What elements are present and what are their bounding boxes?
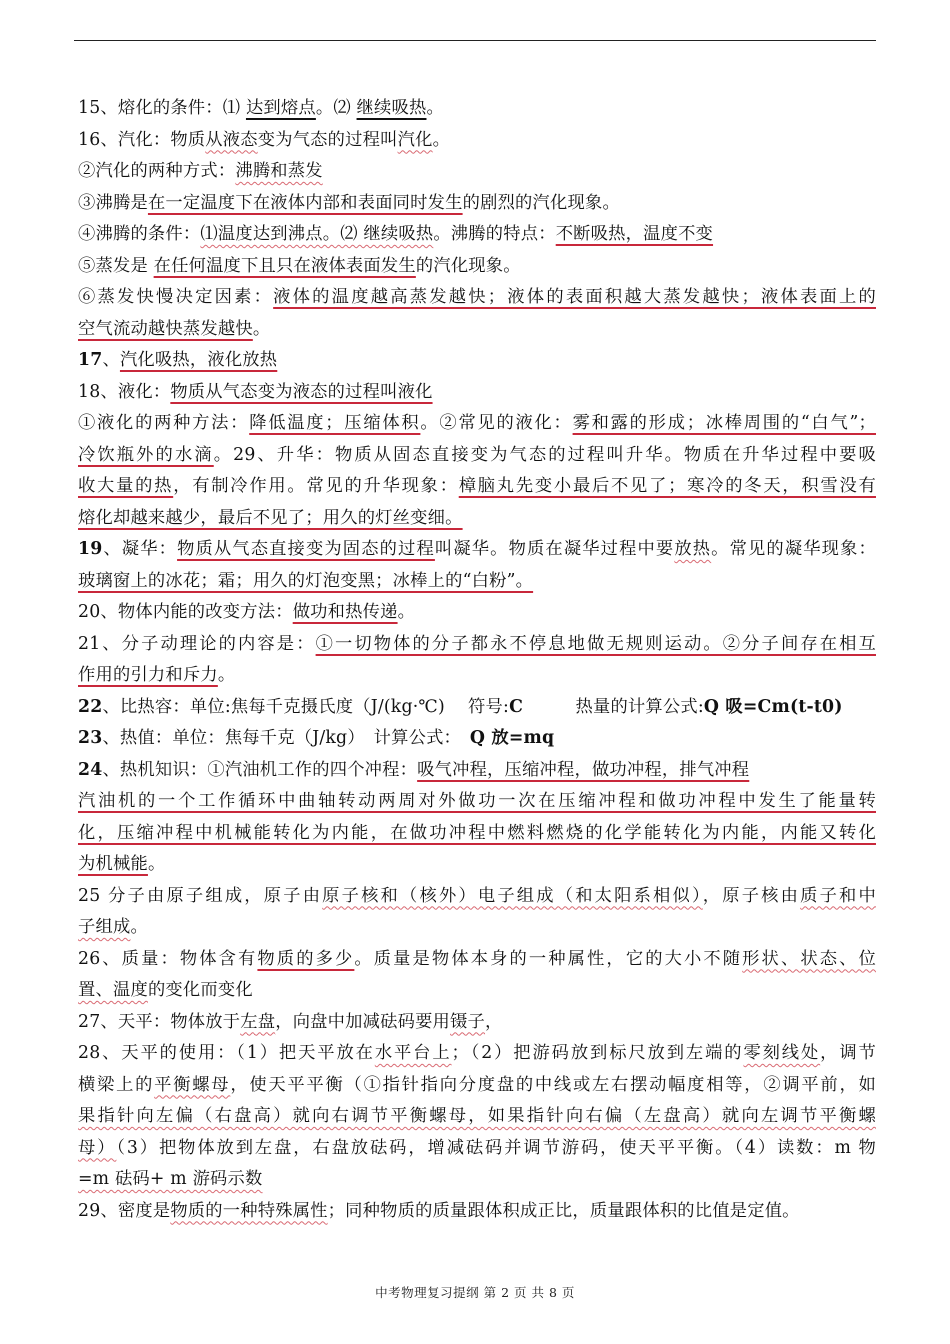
text-line: [78, 534, 876, 566]
text-span: ，有制冷作用。常见的升华现象：: [173, 476, 459, 496]
text-span: 。②常见的液化：: [420, 413, 573, 433]
highlighted-text: Q 放=mq: [469, 728, 555, 748]
highlighted-text: 降低温度；压缩体积: [249, 413, 421, 433]
text-line: [78, 471, 876, 503]
highlighted-text: 形状、状态、位: [742, 948, 876, 969]
highlighted-text: C: [509, 696, 524, 717]
text-line: [78, 282, 876, 314]
text-line: [78, 1164, 876, 1196]
text-span: 的汽化现象。: [415, 255, 521, 276]
text-line: [78, 251, 876, 283]
text-line: [78, 1038, 876, 1070]
text-span: ，: [485, 1011, 503, 1032]
highlighted-text: 汽化吸热，液化放热: [119, 350, 278, 370]
highlighted-text: 做功和热传递: [292, 602, 398, 622]
highlighted-text: 零刻线处: [743, 1043, 821, 1063]
text-line: [78, 440, 876, 472]
highlighted-text: 从液态: [205, 129, 258, 150]
highlighted-text: 物质的一种特殊属性: [170, 1200, 328, 1221]
text-span: ③沸腾是: [78, 192, 148, 213]
text-line: [78, 408, 876, 440]
highlighted-text: 玻璃窗上的冰花；霜；用久的灯泡变黑；冰棒上的“白粉”。: [78, 570, 534, 591]
highlighted-text: =m 砝码+ m 游码示数: [78, 1169, 263, 1189]
highlighted-text: 在一定温度下在液体内部和表面同时发生: [147, 192, 463, 213]
text-line: [78, 345, 876, 377]
text-span: 。沸腾的特点：: [433, 224, 556, 244]
highlighted-text: 母）: [78, 1137, 117, 1158]
text-span: （3）把物体放到左盘，右盘放砝码，增减砝码并调节游码，使天平平衡。（4）读数：m 物: [116, 1137, 876, 1158]
text-span: 28、天平的使用：（1）把天平放在: [78, 1043, 375, 1063]
highlighted-text: 子组成: [78, 917, 131, 937]
document-body: [78, 93, 876, 1227]
text-line: [78, 692, 876, 724]
text-span: 。: [432, 129, 451, 150]
text-line: [78, 503, 876, 535]
highlighted-text: 平衡螺母: [154, 1074, 231, 1095]
text-line: [78, 818, 876, 850]
text-line: [78, 566, 876, 598]
text-span: 21、分子动理论的内容是：: [78, 633, 316, 654]
text-line: [78, 849, 876, 881]
text-line: [78, 1007, 876, 1039]
text-span: 叫凝华。物质在凝华过程中要: [434, 539, 675, 559]
text-span: ，使天平平衡（①指针指向分度盘的中线或左右摆动幅度相等，②调平前，如: [230, 1074, 876, 1095]
text-span: 18、液化：: [78, 381, 171, 402]
highlighted-text: 质子和中: [800, 885, 876, 906]
highlighted-text: 作用的引力和斥力: [78, 665, 218, 685]
text-line: [78, 944, 876, 976]
highlighted-text: 空气流动越快蒸发越快: [78, 318, 253, 339]
highlighted-text: 在任何温度下且只在液体表面发生: [153, 255, 416, 276]
highlighted-text: 沸腾和蒸发: [235, 161, 323, 181]
text-line: [78, 219, 876, 251]
text-span: 的变化而变化: [147, 980, 253, 1000]
text-span: ①液化的两种方法：: [78, 413, 250, 433]
highlighted-text: 液体的温度越高蒸发越快；液体的表面积越大蒸发越快；液体表面上的: [273, 287, 876, 307]
text-span: 。29、升华：物质从固态直接变为气态的过程叫升华。物质在升华过程中要吸: [213, 444, 876, 465]
highlighted-text: 23: [78, 728, 103, 748]
text-span: 27、天平：物体放于: [78, 1011, 241, 1032]
highlighted-text: 吸气冲程，压缩冲程，做功冲程，排气冲程: [417, 759, 750, 780]
text-line: [78, 881, 876, 913]
text-line: [78, 786, 876, 818]
highlighted-text: 22: [78, 696, 103, 717]
highlighted-text: 17: [78, 350, 103, 370]
text-line: [78, 1070, 876, 1102]
text-line: [78, 723, 876, 755]
highlighted-text: 镊子: [450, 1011, 486, 1032]
highlighted-text: 雾和露的形成；冰棒周围的“白气”；: [572, 413, 876, 433]
text-span: 变为气态的过程叫: [257, 129, 398, 150]
text-span: 25 分子由原子组成，原子由: [78, 885, 323, 906]
text-line: [78, 188, 876, 220]
highlighted-text: 置、温度: [78, 980, 148, 1000]
text-span: 16、汽化：物质: [78, 129, 206, 150]
text-line: [78, 629, 876, 661]
highlighted-text: 果指针向左偏（右盘高）就向右调节平衡螺母，如果指针向右偏（左盘高）就向左调节平衡螺: [78, 1106, 876, 1126]
text-line: [78, 156, 876, 188]
text-line: [78, 314, 876, 346]
text-span: ；同种物质的质量跟体积成正比，质量跟体积的比值是定值。: [327, 1200, 800, 1221]
text-span: 、: [102, 350, 120, 370]
highlighted-text: 汽油机的一个工作循环中曲轴转动两周对外做功一次在压缩冲程和做功冲程中发生了能量转: [78, 791, 876, 811]
text-span: 。: [217, 665, 236, 685]
text-span: 、热值：单位：焦每千克（J/kg） 计算公式：: [102, 728, 470, 748]
text-span: 的剧烈的汽化现象。: [462, 192, 620, 213]
highlighted-text: 为机械能: [78, 854, 148, 874]
text-span: ⑤蒸发是: [78, 255, 154, 276]
text-line: [78, 1101, 876, 1133]
text-span: 20、物体内能的改变方法：: [78, 602, 293, 622]
text-span: ②汽化的两种方式：: [78, 161, 236, 181]
text-span: 。: [147, 854, 166, 874]
text-line: [78, 755, 876, 787]
highlighted-text: 收大量的热: [78, 476, 174, 496]
highlighted-text: 继续吸热: [356, 98, 427, 118]
highlighted-text: 19: [78, 539, 103, 559]
text-span: 15、熔化的条件：: [78, 98, 223, 118]
text-span: 。: [426, 98, 444, 118]
text-span: 29、密度是: [78, 1200, 171, 1221]
highlighted-text: 原子核和（核外）电子组成（和太阳系相似）: [322, 885, 703, 906]
text-line: [78, 975, 876, 1007]
text-span: ⑴: [222, 98, 246, 118]
highlighted-text: 冷饮瓶外的水滴: [78, 444, 214, 465]
highlighted-text: 放热: [674, 539, 712, 559]
text-span: 。: [130, 917, 148, 937]
text-span: ，调节: [820, 1043, 876, 1063]
highlighted-text: 樟脑丸先变小最后不见了；寒冷的冬天，积雪没有: [458, 476, 876, 496]
highlighted-text: 物质从气态直接变为固态的过程: [177, 539, 435, 559]
text-span: 、比热容：单位:焦每千克摄氏度（J/(kg·℃) 符号:: [102, 696, 510, 717]
text-span: 、热机知识：①汽油机工作的四个冲程：: [102, 759, 418, 780]
text-span: ⑥蒸发快慢决定因素：: [78, 287, 274, 307]
text-span: ④沸腾的条件：: [78, 224, 201, 244]
text-line: [78, 597, 876, 629]
highlighted-text: 达到熔点: [245, 98, 316, 118]
text-span: 。常见的凝华现象：: [711, 539, 876, 559]
text-line: [78, 377, 876, 409]
text-span: 横梁上的: [78, 1074, 155, 1095]
text-line: [78, 912, 876, 944]
highlighted-text: 水平台上: [374, 1043, 452, 1063]
text-line: [78, 93, 876, 125]
text-span: 、凝华：: [102, 539, 178, 559]
text-span: 。质量是物体本身的一种属性，它的大小不随: [354, 948, 743, 969]
highlighted-text: 物质的多少: [257, 948, 355, 969]
highlighted-text: 化，压缩冲程中机械能转化为内能，在做功冲程中燃料燃烧的化学能转化为内能，内能又转化: [78, 822, 876, 843]
highlighted-text: 汽化: [397, 129, 433, 150]
highlighted-text: 物质从气态变为液态的过程叫液化: [170, 381, 433, 402]
text-line: [78, 1196, 876, 1228]
text-span: 26、质量：物体含有: [78, 948, 258, 969]
page-footer: 中考物理复习提纲 第 2 页 共 8 页: [375, 1285, 575, 1300]
highlighted-text: 不断吸热，温度不变: [555, 224, 714, 244]
text-span: 热量的计算公式:: [523, 696, 704, 717]
text-span: 。: [397, 602, 416, 622]
highlighted-text: 左盘: [240, 1011, 276, 1032]
text-line: [78, 125, 876, 157]
highlighted-text: 24: [78, 759, 103, 780]
text-span: ；（2）把游码放到标尺放到左端的: [451, 1043, 744, 1063]
text-span: 。⑵: [315, 98, 357, 118]
text-span: ，向盘中加减砝码要用: [275, 1011, 451, 1032]
highlighted-text: ①一切物体的分子都永不停息地做无规则运动。②分子间存在相互: [315, 633, 876, 654]
text-line: [78, 1133, 876, 1165]
text-span: ，原子核由: [702, 885, 801, 906]
header-rule: [74, 40, 876, 41]
highlighted-text: ⑴温度达到沸点。⑵ 继续吸热: [200, 224, 434, 244]
text-span: 。: [252, 318, 271, 339]
highlighted-text: Q 吸=Cm(t-t0): [703, 696, 843, 717]
text-line: [78, 660, 876, 692]
highlighted-text: 熔化却越来越少，最后不见了；用久的灯丝变细。: [78, 507, 463, 528]
